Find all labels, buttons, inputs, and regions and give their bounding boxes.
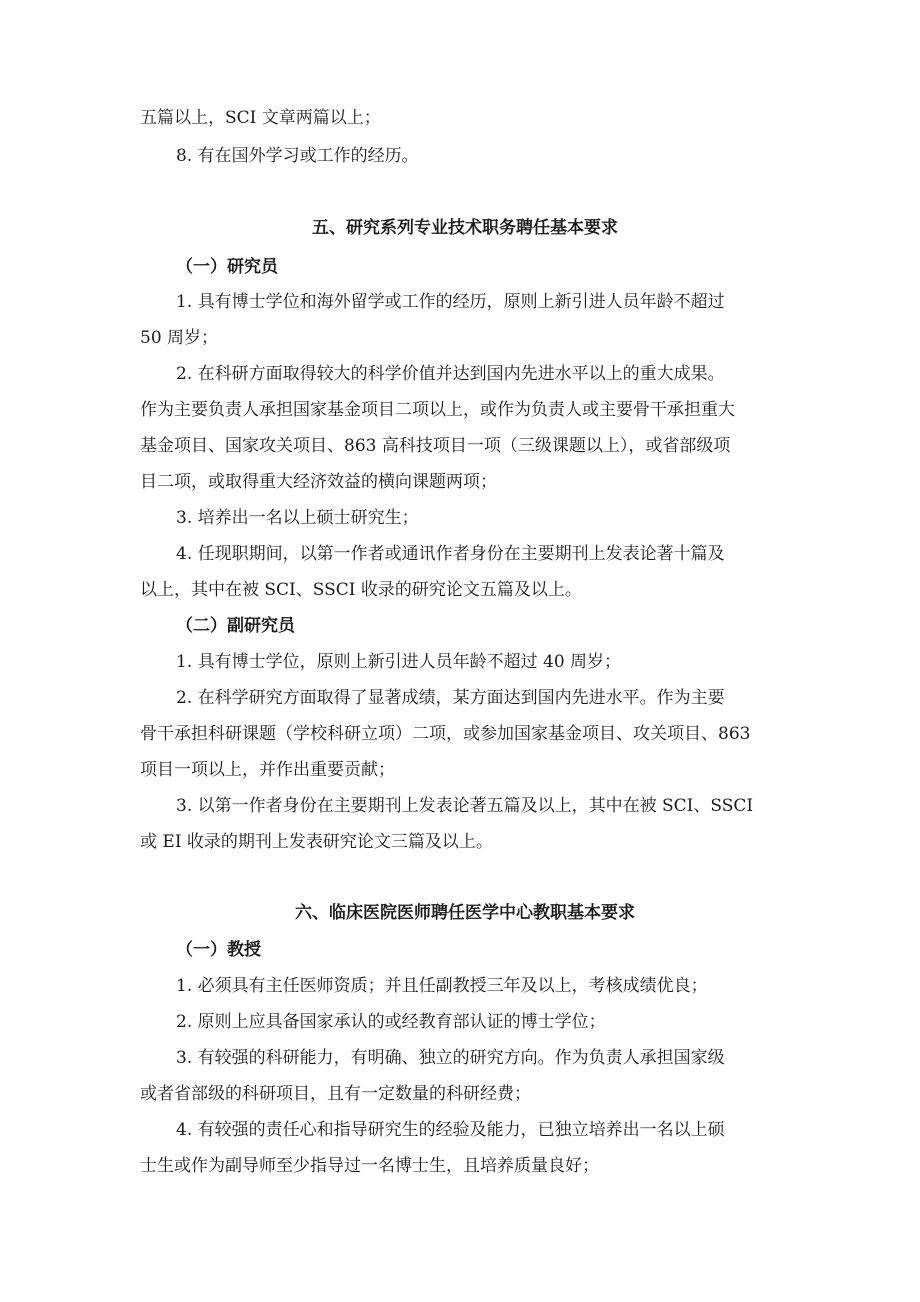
paragraph-line: 士生或作为副导师至少指导过一名博士生，且培养质量良好； [140, 1156, 599, 1176]
list-item: 3. 以第一作者身份在主要期刊上发表论著五篇及以上，其中在被 SCI、SSCI [176, 796, 754, 816]
list-item: 3. 培养出一名以上硕士研究生； [176, 508, 419, 528]
subsection-heading-researcher: （一）研究员 [176, 257, 278, 277]
list-item: 1. 具有博士学位和海外留学或工作的经历，原则上新引进人员年龄不超过 [176, 292, 725, 312]
list-item: 2. 在科研方面取得较大的科学价值并达到国内先进水平以上的重大成果。 [176, 364, 725, 384]
subsection-heading-professor: （一）教授 [176, 940, 261, 960]
paragraph-line: 或者省部级的科研项目，且有一定数量的科研经费； [140, 1084, 531, 1104]
section-heading-clinical: 六、临床医院医师聘任医学中心教职基本要求 [295, 903, 635, 923]
list-item: 1. 具有博士学位，原则上新引进人员年龄不超过 40 周岁； [176, 652, 622, 672]
paragraph-line: 或 EI 收录的期刊上发表研究论文三篇及以上。 [140, 832, 493, 852]
paragraph-line: 目二项，或取得重大经济效益的横向课题两项； [140, 472, 497, 492]
list-item: 2. 原则上应具备国家承认的或经教育部认证的博士学位； [176, 1012, 606, 1032]
section-heading-research: 五、研究系列专业技术职务聘任基本要求 [312, 218, 618, 238]
paragraph-line: 五篇以上，SCI 文章两篇以上； [140, 108, 381, 128]
paragraph-line: 基金项目、国家攻关项目、863 高科技项目一项（三级课题以上），或省部级项 [140, 436, 731, 456]
subsection-heading-associate-researcher: （二）副研究员 [176, 616, 295, 636]
paragraph-line: 50 周岁； [140, 328, 219, 348]
list-item: 8. 有在国外学习或工作的经历。 [176, 146, 419, 166]
paragraph-line: 骨干承担科研课题（学校科研立项）二项，或参加国家基金项目、攻关项目、863 [140, 724, 751, 744]
paragraph-line: 以上，其中在被 SCI、SSCI 收录的研究论文五篇及以上。 [140, 580, 582, 600]
paragraph-line: 作为主要负责人承担国家基金项目二项以上，或作为负责人或主要骨干承担重大 [140, 400, 735, 420]
list-item: 4. 任现职期间，以第一作者或通讯作者身份在主要期刊上发表论著十篇及 [176, 544, 725, 564]
list-item: 3. 有较强的科研能力，有明确、独立的研究方向。作为负责人承担国家级 [176, 1048, 725, 1068]
list-item: 2. 在科学研究方面取得了显著成绩，某方面达到国内先进水平。作为主要 [176, 688, 725, 708]
list-item: 1. 必须具有主任医师资质；并且任副教授三年及以上，考核成绩优良； [176, 976, 708, 996]
list-item: 4. 有较强的责任心和指导研究生的经验及能力，已独立培养出一名以上硕 [176, 1120, 725, 1140]
paragraph-line: 项目一项以上，并作出重要贡献； [140, 760, 395, 780]
